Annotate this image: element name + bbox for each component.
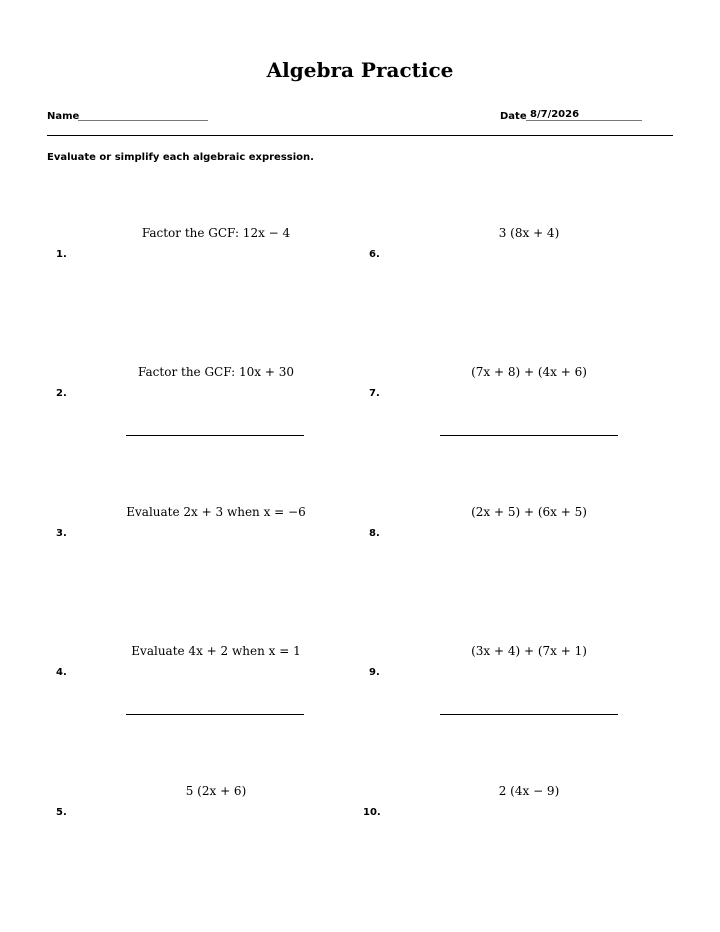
answer-line[interactable]	[440, 714, 618, 715]
problem-expression: (2x + 5) + (6x + 5)	[471, 505, 587, 519]
problem-number: 9.	[369, 667, 380, 678]
problem-number: 7.	[369, 388, 380, 399]
problem-3	[46, 505, 386, 605]
problem-10	[359, 784, 699, 884]
answer-line[interactable]	[126, 435, 304, 436]
problem-7	[359, 365, 699, 465]
date-value: 8/7/2026	[530, 109, 580, 120]
name-field[interactable]	[78, 120, 208, 121]
problem-2	[46, 365, 386, 465]
problem-expression: Evaluate 2x + 3 when x = −6	[126, 505, 306, 519]
instructions: Evaluate or simplify each algebraic expression.	[47, 152, 314, 163]
answer-line[interactable]	[440, 435, 618, 436]
answer-line[interactable]	[126, 714, 304, 715]
date-label: Date	[500, 111, 527, 122]
problem-number: 3.	[56, 528, 67, 539]
problem-8	[359, 505, 699, 605]
problem-number: 2.	[56, 388, 67, 399]
problem-expression: Evaluate 4x + 2 when x = 1	[131, 644, 301, 658]
name-label: Name	[47, 111, 80, 122]
problem-expression: Factor the GCF: 12x − 4	[141, 226, 291, 240]
problem-4	[46, 644, 386, 744]
problem-number: 1.	[56, 249, 67, 260]
problem-expression: Factor the GCF: 10x + 30	[138, 365, 294, 379]
worksheet-title: Algebra Practice	[266, 58, 454, 82]
problem-1	[46, 226, 386, 326]
problem-number: 10.	[363, 807, 381, 818]
problem-number: 5.	[56, 807, 67, 818]
problem-5	[46, 784, 386, 884]
problem-expression: 3 (8x + 4)	[498, 226, 560, 240]
header-divider	[47, 135, 673, 136]
problem-expression: 5 (2x + 6)	[185, 784, 247, 798]
problem-expression: (3x + 4) + (7x + 1)	[471, 644, 587, 658]
date-field[interactable]	[526, 120, 642, 121]
problem-6	[359, 226, 699, 326]
problem-9	[359, 644, 699, 744]
problem-number: 8.	[369, 528, 380, 539]
problem-number: 4.	[56, 667, 67, 678]
problem-expression: (7x + 8) + (4x + 6)	[471, 365, 587, 379]
problem-number: 6.	[369, 249, 380, 260]
problem-expression: 2 (4x − 9)	[498, 784, 560, 798]
